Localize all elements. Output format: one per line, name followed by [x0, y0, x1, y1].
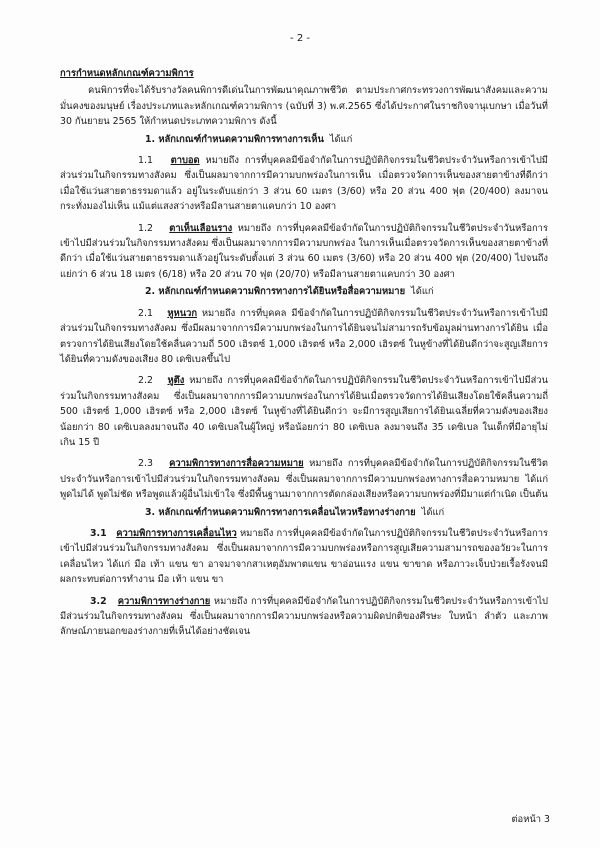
item-3-2: 3.2 ความพิการทางร่างกาย หมายถึง การที่บุคคลมีข้อจำกัดในการปฏิบัติกิจกรรมในชีวิตประจำวันหรือการเข้าไปมีส่วนร่วมในกิจกรรมทางสังคม ซึ่งเป็นผลมาจากการมีความบกพร่องหรือความผิดปกติของศีรษะ ใบหน้า ลำตัว และภาพลักษณ์ภายนอกของร่างกายที่เห็นได้อย่างชัดเจน [60, 595, 548, 638]
item-3-1: 3.1 ความพิการทางการเคลื่อนไหว หมายถึง การที่บุคคลมีข้อจำกัดในการปฏิบัติกิจกรรมในชีวิตประจำวันหรือการเข้าไปมีส่วนร่วมในกิจกรรมทางสังคม ซึ่งเป็นผลมาจากการมีความบกพร่องหรือการสูญเสียความสามารถของอวัยวะในการเคลื่อนไหว ได้แก่ มือ เท้า แขน ขา อาจมาจากสาเหตุอัมพาตแขน ขาอ่อนแรง แขน ขาขาด หรือภาวะเจ็บป่วยเรื้อรังจนมีผลกระทบต่อการทำงาน มือ เท้า แขน ขา [60, 527, 548, 586]
section-2-heading: 2. หลักเกณฑ์กำหนดความพิการทางการได้ยินหรือสื่อความหมาย ได้แก่ [145, 286, 434, 298]
item-2-2: 2.2 หูตึง หมายถึง การที่บุคคลมีข้อจำกัดในการปฏิบัติกิจกรรมในชีวิตประจำวันหรือการเข้าไปมีส่วนร่วมในกิจกรรมทางสังคม ซึ่งเป็นผลมาจากการมีความบกพร่องในการได้ยินเมื่อตรวจวัดการได้ยินเสียงโดยใช้คลื่นความถี่ 500 เฮิรตซ์ 1,000 เฮิรตซ์ หรือ 2,000 เฮิรตซ์ ในหูข้างที่ได้ยินดีกว่า จะมีการสูญเสียการได้ยินเฉลี่ยที่ความดังของเสียงน้อยกว่า 80 เดซิเบลลงมาจนถึง 40 เดซิเบลในผู้ใหญ่ หรือน้อยกว่า 80 เดซิเบล ลงมาจนถึง 35 เดซิเบล ในเด็กที่มีอายุไม่เกิน 15 ปี [60, 375, 548, 448]
section-title: การกำหนดหลักเกณฑ์ความพิการ [60, 68, 194, 79]
document-body [60, 66, 548, 640]
continued-note: ต่อหน้า 3 [511, 814, 550, 825]
intro-paragraph: คนพิการที่จะได้รับรางวัลคนพิการดีเด่นในการพัฒนาคุณภาพชีวิต ตามประกาศกระทรวงการพัฒนาสังคมและความมั่นคงของมนุษย์ เรื่องประเภทและหลักเกณฑ์ความพิการ (ฉบับที่ 3) พ.ศ.2565 ซึ่งได้ประกาศในราชกิจจานุเบกษา เมื่อวันที่ 30 กันยายน 2565 ให้กำหนดประเภทความพิการ ดังนี้ [60, 85, 548, 128]
item-1-1: 1.1 ตาบอด หมายถึง การที่บุคคลมีข้อจำกัดในการปฏิบัติกิจกรรมในชีวิตประจำวันหรือการเข้าไปมีส่วนร่วมในกิจกรรมทางสังคม ซึ่งเป็นผลมาจากการมีความบกพร่องในการเห็น เมื่อตรวจวัดการเห็นของสายตาข้างที่ดีกว่าเมื่อใช้แว่นสายตาธรรมดาแล้ว อยู่ในระดับแย่กว่า 3 ส่วน 60 เมตร (3/60) หรือ 20 ส่วน 400 ฟุต (20/400) ลงมาจนกระทั่งมองไม่เห็น แม้แต่แสงสว่างหรือมีลานสายตาแคบกว่า 10 องศา [60, 155, 548, 213]
section-1-heading: 1. หลักเกณฑ์กำหนดความพิการทางการเห็น ได้แก่ [145, 133, 353, 145]
item-1-2: 1.2 ตาเห็นเลือนราง หมายถึง การที่บุคคลมีข้อจำกัดในการปฏิบัติกิจกรรมในชีวิตประจำวันหรือการเข้าไปมีส่วนร่วมในกิจกรรมทางสังคม ซึ่งเป็นผลมาจากการมีความบกพร่อง ในการเห็นเมื่อตรวจวัดการเห็นของสายตาข้างที่ดีกว่า เมื่อใช้แว่นสายตาธรรมดาแล้วอยู่ในระดับตั้งแต่ 3 ส่วน 60 เมตร (3/60) หรือ 20 ส่วน 400 ฟุต (20/400) ไปจนถึงแย่กว่า 6 ส่วน 18 เมตร (6/18) หรือ 20 ส่วน 70 ฟุต (20/70) หรือมีลานสายตาแคบกว่า 30 องศา [60, 222, 548, 280]
item-2-3: 2.3 ความพิการทางการสื่อความหมาย หมายถึง การที่บุคคลมีข้อจำกัดในการปฏิบัติกิจกรรมในชีวิตประจำวันหรือการเข้าไปมีส่วนร่วมในกิจกรรมทางสังคม ซึ่งเป็นผลมาจากการมีความบกพร่องทางการสื่อความหมาย ได้แก่ พูดไม่ได้ พูดไม่ชัด หรือพูดแล้วผู้อื่นไม่เข้าใจ ซึ่งมีพื้นฐานมาจากการตัดกล่องเสียงหรือความบกพร่องที่มีมาแต่กำเนิด เป็นต้น [60, 458, 548, 501]
item-2-1: 2.1 หูหนวก หมายถึง การที่บุคคล มีข้อจำกัดในการปฏิบัติกิจกรรมในชีวิตประจำวันหรือการเข้าไปมีส่วนร่วมในกิจกรรมทางสังคม ซึ่งมีผลมาจากการมีความบกพร่องในการได้ยินจนไม่สามารถรับข้อมูลผ่านทางการได้ยิน เมื่อตรวจการได้ยินเสียงโดยใช้คลื่นความถี่ 500 เฮิรตซ์ 1,000 เฮิรตซ์ หรือ 2,000 เฮิรตซ์ ในหูข้างที่ได้ยินดีกว่าจะสูญเสียการได้ยินที่ความดังของเสียง 80 เดซิเบลขึ้นไป [60, 307, 549, 365]
section-3-heading: 3. หลักเกณฑ์กำหนดความพิการทางการเคลื่อนไหวหรือทางร่างกาย ได้แก่ [145, 506, 445, 518]
page-number: - 2 - [290, 33, 310, 44]
